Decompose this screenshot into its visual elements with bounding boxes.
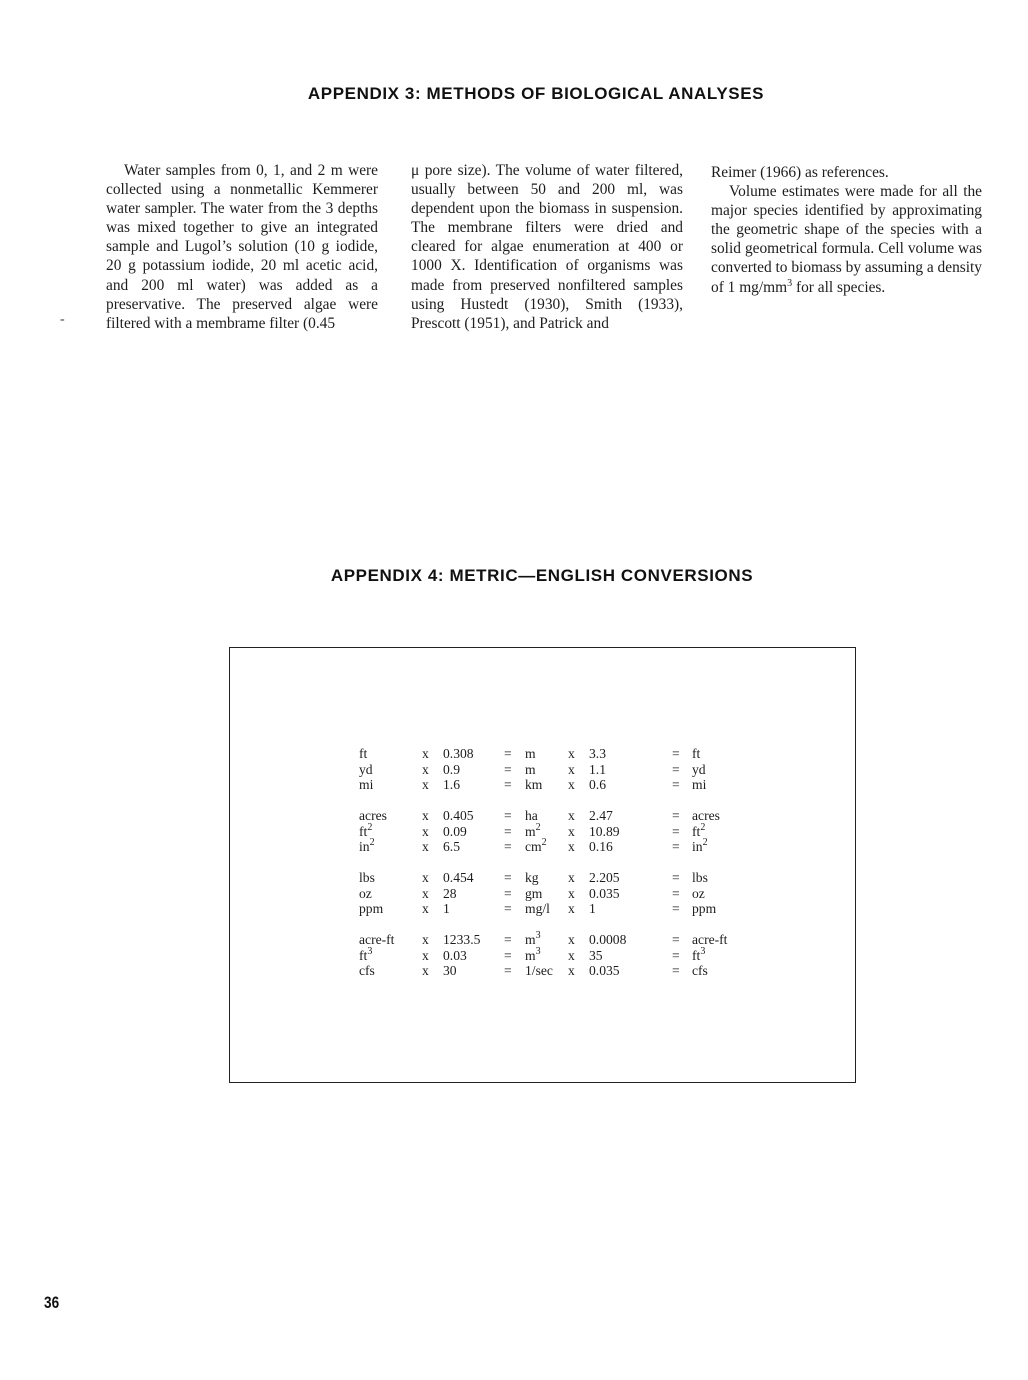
unit-metric: 1/sec <box>525 963 553 978</box>
multiply-sign: x <box>568 746 575 761</box>
factor-to-metric: 28 <box>443 885 457 901</box>
equals-sign: = <box>672 901 680 916</box>
equals-sign: = <box>504 839 512 854</box>
multiply-sign: x <box>568 932 575 947</box>
unit-from: cfs <box>359 963 375 978</box>
equals-sign: = <box>504 901 512 916</box>
unit-metric: gm <box>525 885 543 901</box>
multiply-sign: x <box>568 870 575 885</box>
methods-column-2 <box>411 161 683 333</box>
factor-to-english: 0.6 <box>589 777 606 792</box>
factor-to-metric: 0.09 <box>443 823 467 839</box>
unit-from: $ft^3$ <box>359 945 373 963</box>
multiply-sign: x <box>422 885 429 901</box>
unit-from: ft <box>359 746 368 761</box>
equals-sign: = <box>504 932 512 947</box>
equals-sign: = <box>672 885 680 901</box>
unit-back: acre-ft <box>692 932 728 947</box>
factor-to-metric: 0.454 <box>443 870 474 885</box>
unit-metric: $m^3$ <box>525 930 541 947</box>
factor-to-metric: 0.03 <box>443 947 467 963</box>
multiply-sign: x <box>422 808 429 823</box>
methods-paragraph-2: μ pore size). The volume of water filtered, usually between 50 and 200 ml, was dependent upon the biomass in suspension. The membrane filters were dried and cleared for algae enumeration at 400 or 1000 X. Identification of organisms was made from preserved nonfiltered samples using Hustedt (1930), Smith (1933), Prescott (1951), and Patrick and <box>411 162 683 332</box>
equals-sign: = <box>672 777 680 792</box>
unit-from: oz <box>359 885 372 901</box>
multiply-sign: x <box>422 746 429 761</box>
equals-sign: = <box>504 947 512 963</box>
unit-metric: kg <box>525 870 539 885</box>
unit-back: lbs <box>692 870 708 885</box>
appendix-3-heading: APPENDIX 3: METHODS OF BIOLOGICAL ANALYSES <box>307 84 765 103</box>
margin-mark: - <box>60 312 65 327</box>
equals-sign: = <box>504 870 512 885</box>
unit-back: yd <box>692 761 706 777</box>
factor-to-english: 10.89 <box>589 823 620 839</box>
multiply-sign: x <box>568 963 575 978</box>
factor-to-metric: 0.405 <box>443 808 474 823</box>
multiply-sign: x <box>422 963 429 978</box>
factor-to-english: 2.205 <box>589 870 620 885</box>
factor-to-metric: 1.6 <box>443 777 460 792</box>
conversion-table-frame <box>229 647 856 1083</box>
factor-to-english: 35 <box>589 947 603 963</box>
multiply-sign: x <box>422 932 429 947</box>
unit-metric: ha <box>525 808 538 823</box>
equals-sign: = <box>672 839 680 854</box>
unit-from: acre-ft <box>359 932 395 947</box>
multiply-sign: x <box>422 823 429 839</box>
unit-metric: m <box>525 761 536 777</box>
factor-to-english: 2.47 <box>589 808 613 823</box>
volume-text-end: for all species. <box>792 278 886 296</box>
multiply-sign: x <box>568 761 575 777</box>
equals-sign: = <box>504 746 512 761</box>
unit-metric: m <box>525 746 536 761</box>
factor-to-english: 0.035 <box>589 885 620 901</box>
methods-paragraph-3: Reimer (1966) as references. <box>711 164 889 181</box>
multiply-sign: x <box>422 761 429 777</box>
factor-to-metric: 1 <box>443 901 450 916</box>
multiply-sign: x <box>422 777 429 792</box>
equals-sign: = <box>672 963 680 978</box>
multiply-sign: x <box>422 870 429 885</box>
equals-sign: = <box>672 932 680 947</box>
equals-sign: = <box>672 823 680 839</box>
unit-back: ppm <box>692 901 717 916</box>
multiply-sign: x <box>568 777 575 792</box>
unit-from: lbs <box>359 870 375 885</box>
unit-metric: $m^3$ <box>525 945 541 963</box>
equals-sign: = <box>672 746 680 761</box>
appendix-4-heading: APPENDIX 4: METRIC—ENGLISH CONVERSIONS <box>330 566 754 585</box>
factor-to-metric: 0.308 <box>443 746 474 761</box>
page-number: 36 <box>44 1293 60 1312</box>
methods-paragraph-4 <box>711 182 982 297</box>
factor-to-metric: 0.9 <box>443 761 460 777</box>
multiply-sign: x <box>422 901 429 916</box>
methods-column-1 <box>106 161 378 333</box>
methods-column-3 <box>711 163 982 297</box>
unit-metric: mg/l <box>525 901 550 916</box>
unit-from: ppm <box>359 901 384 916</box>
multiply-sign: x <box>568 885 575 901</box>
unit-back: $ft^3$ <box>692 945 706 963</box>
unit-back: oz <box>692 885 705 901</box>
multiply-sign: x <box>568 947 575 963</box>
volume-text: Volume estimates were made for all the major species identified by approximating the geometric shape of the species with a solid geometrical formula. Cell volume was converted to biomass by assuming a density of 1 mg/mm <box>711 183 983 296</box>
multiply-sign: x <box>568 901 575 916</box>
equals-sign: = <box>672 870 680 885</box>
volume-superscript: 3 <box>787 277 793 289</box>
unit-from: acres <box>359 808 387 823</box>
unit-metric: km <box>525 777 543 792</box>
factor-to-english: 0.0008 <box>589 932 627 947</box>
equals-sign: = <box>672 947 680 963</box>
equals-sign: = <box>672 808 680 823</box>
equals-sign: = <box>672 761 680 777</box>
factor-to-metric: 1233.5 <box>443 932 481 947</box>
unit-back: acres <box>692 808 720 823</box>
equals-sign: = <box>504 885 512 901</box>
multiply-sign: x <box>568 808 575 823</box>
factor-to-english: 1 <box>589 901 596 916</box>
unit-from: $in^2$ <box>359 837 375 854</box>
unit-back: mi <box>692 777 707 792</box>
unit-back: cfs <box>692 963 708 978</box>
factor-to-english: 3.3 <box>589 746 606 761</box>
unit-back: ft <box>692 746 701 761</box>
multiply-sign: x <box>422 839 429 854</box>
factor-to-english: 0.16 <box>589 839 613 854</box>
equals-sign: = <box>504 823 512 839</box>
unit-from: mi <box>359 777 374 792</box>
unit-back: $ft^2$ <box>692 821 706 839</box>
unit-metric: $m^2$ <box>525 821 541 839</box>
unit-metric: $cm^2$ <box>525 837 547 854</box>
multiply-sign: x <box>568 839 575 854</box>
equals-sign: = <box>504 963 512 978</box>
unit-back: $in^2$ <box>692 837 708 854</box>
unit-from: yd <box>359 761 373 777</box>
equals-sign: = <box>504 777 512 792</box>
equals-sign: = <box>504 808 512 823</box>
factor-to-metric: 30 <box>443 963 457 978</box>
multiply-sign: x <box>568 823 575 839</box>
factor-to-metric: 6.5 <box>443 839 460 854</box>
multiply-sign: x <box>422 947 429 963</box>
factor-to-english: 0.035 <box>589 963 620 978</box>
equals-sign: = <box>504 761 512 777</box>
methods-paragraph-1: Water samples from 0, 1, and 2 m were collected using a nonmetallic Kemmerer water sampler. The water from the 3 depths was mixed together to give an integrated sample and Lugol’s solution (10 g iodide, 20 g potassium iodide, 20 ml acetic acid, and 200 ml water) was added as a preservative. The preserved algae were filtered with a membrame filter (0.45 <box>106 162 378 332</box>
factor-to-english: 1.1 <box>589 761 606 777</box>
unit-from: $ft^2$ <box>359 821 373 839</box>
